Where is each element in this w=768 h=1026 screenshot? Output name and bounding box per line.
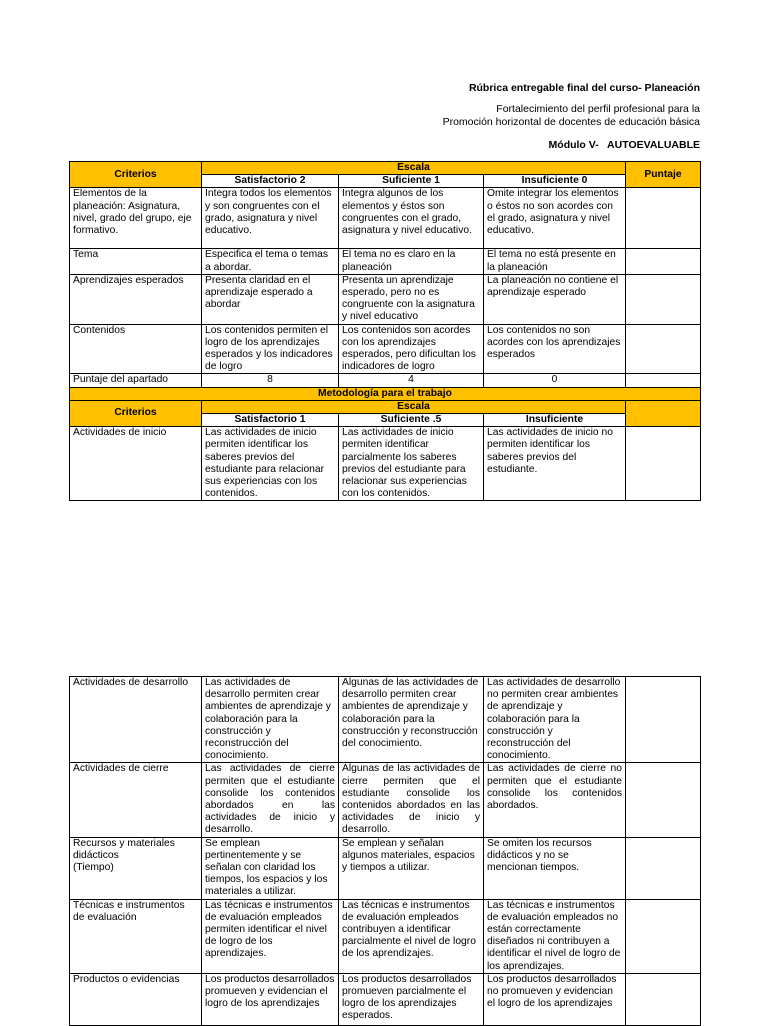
score-cell[interactable] — [626, 324, 701, 374]
table-row — [70, 899, 701, 973]
descriptor-cell: Los productos desarrollados no promueven y evidencian el logro de los aprendizajes — [484, 973, 626, 1025]
rubric-table-page1 — [69, 161, 701, 501]
score-cell[interactable] — [626, 427, 701, 501]
table-row — [70, 973, 701, 1025]
score-cell[interactable] — [626, 899, 701, 973]
descriptor-cell: Presenta un aprendizaje esperado, pero no es congruente con la asignatura y nivel educativo — [339, 274, 484, 324]
criterion-cell: Recursos y materiales didácticos (Tiempo) — [70, 837, 202, 899]
descriptor-cell: Las actividades de desarrollo no permiten crear ambientes de aprendizaje y colaboración para la construcción y reconstrucción del conocimiento. — [484, 677, 626, 763]
descriptor-cell: Algunas de las actividades de desarrollo permiten crear ambientes de aprendizaje y colaboración para la construcción y reconstrucción del conocimiento. — [339, 677, 484, 763]
descriptor-cell: Las actividades de inicio permiten identificar parcialmente los saberes previos del estudiante para relacionar sus experiencias con los contenidos. — [339, 427, 484, 501]
level-header: Suficiente 1 — [339, 175, 484, 188]
score-cell[interactable] — [626, 677, 701, 763]
table-row — [70, 427, 701, 501]
descriptor-cell: Los productos desarrollados promueven y evidencian el logro de los aprendizajes — [202, 973, 339, 1025]
criterion-cell: Contenidos — [70, 324, 202, 374]
descriptor-cell: Especifica el tema o temas a abordar. — [202, 249, 339, 274]
criterion-cell: Técnicas e instrumentos de evaluación — [70, 899, 202, 973]
criterion-cell: Tema — [70, 249, 202, 274]
descriptor-cell: Se emplean y señalan algunos materiales, espacios y tiempos a utilizar. — [339, 837, 484, 899]
document-subtitle-line2: Promoción horizontal de docentes de educación básica — [442, 116, 700, 128]
score-value: 4 — [339, 374, 484, 387]
descriptor-cell: Las actividades de desarrollo permiten crear ambientes de aprendizaje y colaboración para la construcción y reconstrucción del conocimiento. — [202, 677, 339, 763]
descriptor-cell: La planeación no contiene el aprendizaje esperado — [484, 274, 626, 324]
descriptor-cell: Se emplean pertinentemente y se señalan con claridad los tiempos, los espacios y los materiales a utilizar. — [202, 837, 339, 899]
puntaje-header — [626, 400, 701, 426]
score-row — [70, 374, 701, 387]
criterion-cell: Actividades de cierre — [70, 763, 202, 837]
table-row — [70, 677, 701, 763]
escala-header: Escala — [202, 400, 626, 413]
escala-header: Escala — [202, 162, 626, 175]
descriptor-cell: Los contenidos permiten el logro de los aprendizajes esperados y los indicadores de logro — [202, 324, 339, 374]
descriptor-cell: Algunas de las actividades de cierre permiten que el estudiante consolide los contenidos abordados en las actividades de inicio y desarrollo. — [339, 763, 484, 837]
descriptor-cell: Las técnicas e instrumentos de evaluación empleados permiten identificar el nivel de logro de los aprendizajes. — [202, 899, 339, 973]
descriptor-cell: Las actividades de cierre no permiten que el estudiante consolide los contenidos abordados. — [484, 763, 626, 837]
table-row — [70, 324, 701, 374]
descriptor-cell: Las actividades de inicio no permiten identificar los saberes previos del estudiante. — [484, 427, 626, 501]
descriptor-cell: Omite integrar los elementos o éstos no son acordes con el grado, asignatura y nivel educativo. — [484, 188, 626, 249]
document-title: Rúbrica entregable final del curso- Planeación — [468, 82, 700, 94]
score-cell[interactable] — [626, 188, 701, 249]
criterios-header: Criterios — [70, 162, 202, 188]
table-row — [70, 188, 701, 249]
score-cell[interactable] — [626, 973, 701, 1025]
score-value: 8 — [202, 374, 339, 387]
descriptor-cell: Los contenidos son acordes con los aprendizajes esperados, pero dificultan los indicadores de logro — [339, 324, 484, 374]
criterios-header: Criterios — [70, 400, 202, 426]
descriptor-cell: Presenta claridad en el aprendizaje esperado a abordar — [202, 274, 339, 324]
descriptor-cell: Integra todos los elementos y son congruentes con el grado, asignatura y nivel educativo. — [202, 188, 339, 249]
score-cell[interactable] — [626, 763, 701, 837]
level-header: Satisfactorio 2 — [202, 175, 339, 188]
descriptor-cell: Las actividades de cierre permiten que el estudiante consolide los contenidos abordados en las actividades de inicio y desarrollo. — [202, 763, 339, 837]
score-cell[interactable] — [626, 837, 701, 899]
criterion-cell: Productos o evidencias — [70, 973, 202, 1025]
level-header: Insuficiente — [484, 414, 626, 427]
score-value: 0 — [484, 374, 626, 387]
rubric-table-page2 — [69, 676, 701, 1026]
descriptor-cell: Los productos desarrollados promueven parcialmente el logro de los aprendizajes esperados. — [339, 973, 484, 1025]
criterion-cell: Aprendizajes esperados — [70, 274, 202, 324]
criterion-cell: Elementos de la planeación: Asignatura, nivel, grado del grupo, eje formativo. — [70, 188, 202, 249]
table-row — [70, 274, 701, 324]
document-subtitle-line1: Fortalecimiento del perfil profesional para la — [496, 103, 700, 115]
descriptor-cell: Los contenidos no son acordes con los aprendizajes esperados — [484, 324, 626, 374]
score-cell[interactable] — [626, 374, 701, 387]
table-row — [70, 249, 701, 274]
descriptor-cell: El tema no es claro en la planeación — [339, 249, 484, 274]
score-cell[interactable] — [626, 249, 701, 274]
descriptor-cell: El tema no está presente en la planeación — [484, 249, 626, 274]
module-label: Módulo V- AUTOEVALUABLE — [548, 139, 700, 151]
criterion-cell: Actividades de inicio — [70, 427, 202, 501]
descriptor-cell: Las actividades de inicio permiten identificar los saberes previos del estudiante para relacionar sus experiencias con los contenidos. — [202, 427, 339, 501]
level-header: Satisfactorio 1 — [202, 414, 339, 427]
descriptor-cell: Las técnicas e instrumentos de evaluación empleados contribuyen a identificar parcialmente el nivel de logro de los aprendizajes. — [339, 899, 484, 973]
table-row — [70, 763, 701, 837]
level-header: Insuficiente 0 — [484, 175, 626, 188]
level-header: Suficiente .5 — [339, 414, 484, 427]
descriptor-cell: Integra algunos de los elementos y éstos son congruentes con el grado, asignatura y nivel educativo. — [339, 188, 484, 249]
section-title: Metodología para el trabajo — [70, 387, 701, 400]
descriptor-cell: Las técnicas e instrumentos de evaluación empleados no están correctamente diseñados ni contribuyen a identificar el nivel de logro de los aprendizajes. — [484, 899, 626, 973]
table-row — [70, 837, 701, 899]
criterion-cell: Actividades de desarrollo — [70, 677, 202, 763]
descriptor-cell: Se omiten los recursos didácticos y no se mencionan tiempos. — [484, 837, 626, 899]
score-row-label: Puntaje del apartado — [70, 374, 202, 387]
puntaje-header: Puntaje — [626, 162, 701, 188]
score-cell[interactable] — [626, 274, 701, 324]
